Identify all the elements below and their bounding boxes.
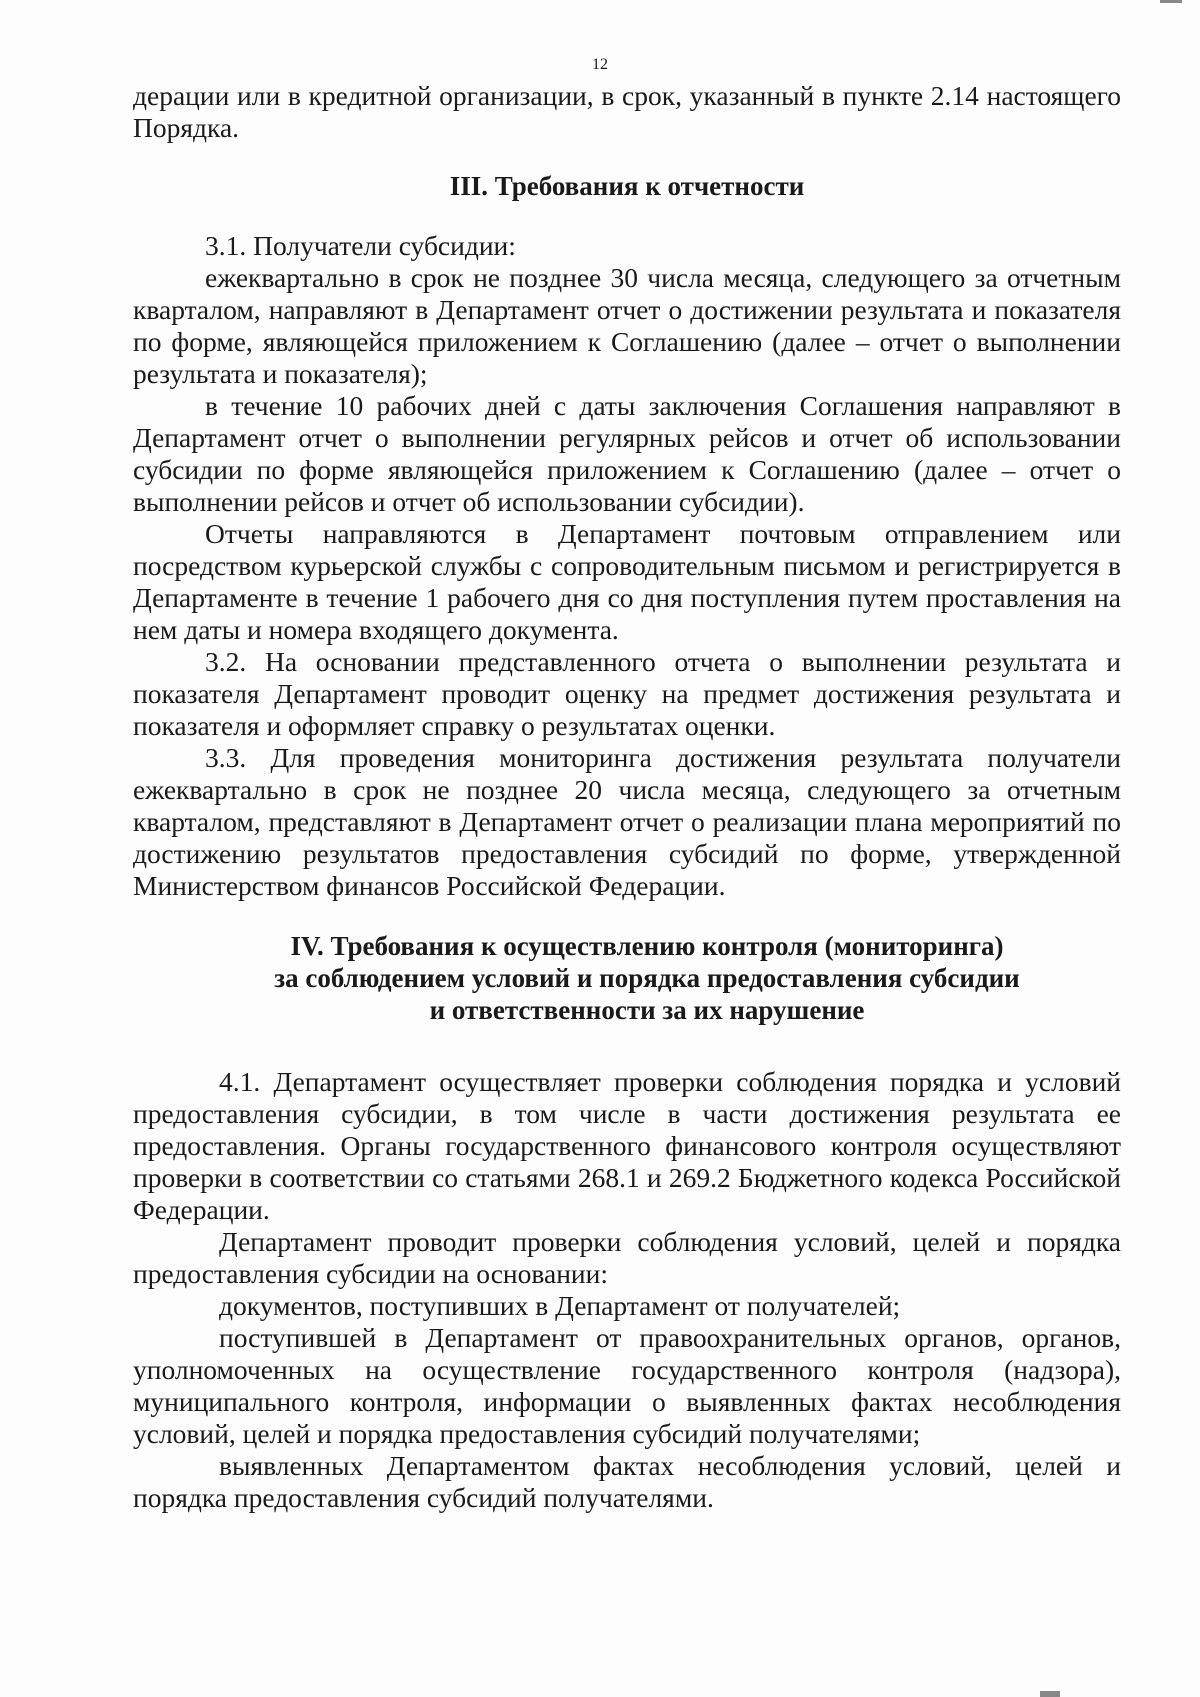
paragraph-4-1: 4.1. Департамент осуществляет проверки соблюдения порядка и условий предоставления субсидии, в том числе в части достижения результата ее предоставления. Органы государственного финансового контроля осуществляют проверки в соответствии со статьями 268.1 и 269.2 Бюджетного кодекса Российской Федерации. <box>133 1066 1121 1225</box>
scan-mark-top <box>1160 0 1182 3</box>
paragraph-3-1-item-2: в течение 10 рабочих дней с даты заключения Соглашения направляют в Департамент отчет о выполнении регулярных рейсов и отчет об использовании субсидии по форме являющейся приложением к Соглашению (далее – отчет о выполнении рейсов и отчет об использовании субсидии). <box>133 390 1121 517</box>
paragraph-3-1-item-1: ежеквартально в срок не позднее 30 числа месяца, следующего за отчетным кварталом, направляют в Департамент отчет о достижении результата и показателя по форме, являющейся приложением к Соглашению (далее – отчет о выполнении результата и показателя); <box>133 262 1121 389</box>
paragraph-3-1: 3.1. Получатели субсидии: <box>205 230 516 261</box>
section-4-heading <box>133 930 1121 1026</box>
paragraph-4-1-item-1: документов, поступивших в Департамент от получателей; <box>219 1290 901 1321</box>
section-3-heading: III. Требования к отчетности <box>449 171 805 201</box>
paragraph-4-1-item-2: поступившей в Департамент от правоохранительных органов, органов, уполномоченных на осуществление государственного контроля (надзора), муниципального контроля, информации о выявленных фактах несоблюдения условий, целей и порядка предоставления субсидий получателями; <box>133 1322 1121 1449</box>
document-body <box>133 80 1121 1514</box>
section-4-heading-line-1: IV. Требования к осуществлению контроля (мониторинга) <box>290 931 1004 961</box>
continuation-paragraph: дерации или в кредитной организации, в срок, указанный в пункте 2.14 настоящего Порядка. <box>133 80 1121 143</box>
paragraph-3-1-reports: Отчеты направляются в Департамент почтовым отправлением или посредством курьерской службы с сопроводительным письмом и регистрируется в Департаменте в течение 1 рабочего дня со дня поступления путем проставления на нем даты и номера входящего документа. <box>133 518 1121 645</box>
paragraph-3-3: 3.3. Для проведения мониторинга достижения результата получатели ежеквартально в срок не позднее 20 числа месяца, следующего за отчетным кварталом, представляют в Департамент отчет о реализации плана мероприятий по достижению результатов предоставления субсидий по форме, утвержденной Министерством финансов Российской Федерации. <box>133 742 1121 901</box>
paragraph-4-1-basis: Департамент проводит проверки соблюдения условий, целей и порядка предоставления субсидии на основании: <box>133 1226 1121 1289</box>
paragraph-4-1-item-3: выявленных Департаментом фактах несоблюдения условий, целей и порядка предоставления субсидий получателями. <box>133 1450 1121 1513</box>
scan-mark-bottom <box>1040 1691 1060 1697</box>
section-4-heading-line-3: и ответственности за их нарушение <box>429 995 865 1025</box>
page-number: 12 <box>592 56 608 73</box>
paragraph-3-2: 3.2. На основании представленного отчета о выполнении результата и показателя Департамент проводит оценку на предмет достижения результата и показателя и оформляет справку о результатах оценки. <box>133 646 1121 741</box>
section-4-heading-line-2: за соблюдением условий и порядка предоставления субсидии <box>274 963 1020 993</box>
